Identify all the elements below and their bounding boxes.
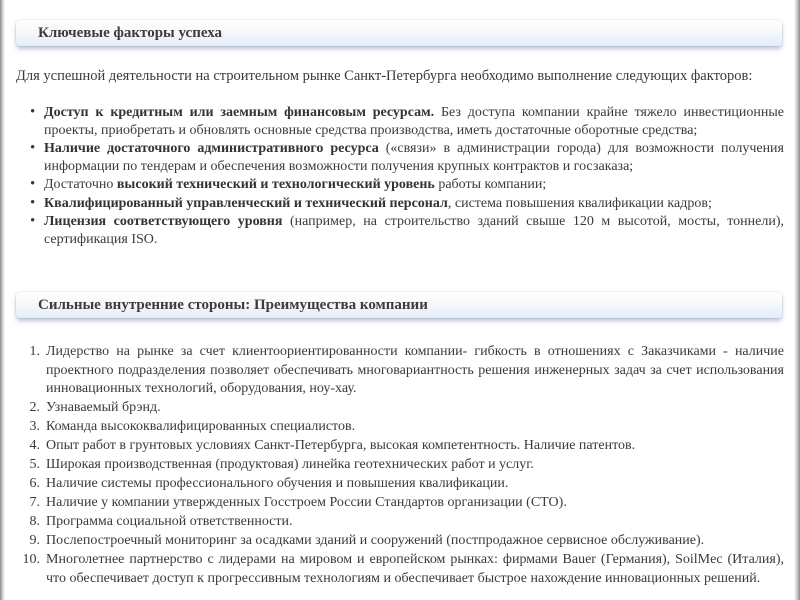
list-item bbox=[16, 494, 784, 513]
list-item bbox=[16, 456, 784, 475]
list-item bbox=[16, 551, 784, 588]
item-bold-text: Лицензия соответствующего уровня bbox=[44, 214, 283, 229]
item-text: Опыт работ в грунтовых условиях Санкт-Петербурга, высокая компетентность. Наличие патентов. bbox=[46, 438, 636, 453]
item-text: Наличие системы профессионального обучения и повышения квалификации. bbox=[46, 476, 509, 491]
section-title: Сильные внутренние стороны: Преимущества компании bbox=[38, 297, 428, 313]
list-item bbox=[16, 399, 784, 418]
item-text: Команда высококвалифицированных специалистов. bbox=[46, 419, 356, 434]
item-number: 10. bbox=[22, 552, 40, 567]
item-text: Узнаваемый брэнд. bbox=[46, 400, 161, 415]
item-number: 9. bbox=[29, 533, 40, 548]
item-text: Многолетнее партнерство с лидерами на мировом и европейском рынках: фирмами Bauer (Германия), SoilMec (Италия), что обеспечивает доступ к прогрессивным технологиям и обеспечивает быстрое нахождение инновационных решений. bbox=[46, 552, 784, 586]
left-edge-shadow bbox=[0, 0, 5, 600]
list-item bbox=[30, 195, 784, 213]
list-item bbox=[16, 418, 784, 437]
key-factors-list bbox=[30, 104, 784, 249]
list-item bbox=[16, 475, 784, 494]
item-text: работы компании; bbox=[434, 177, 547, 192]
right-edge-shadow bbox=[794, 0, 800, 600]
item-bold-text: Квалифицированный управленческий и технический персонал bbox=[44, 195, 448, 211]
item-number: 3. bbox=[29, 419, 40, 434]
item-text: Достаточно bbox=[44, 177, 117, 192]
list-item bbox=[16, 513, 784, 532]
item-text: (например, на строительство зданий свыше 120 м высотой, мосты, тоннели), сертификация ISO. bbox=[44, 214, 784, 247]
item-text: Наличие у компании утвержденных Госстроем России Стандартов организации (СТО). bbox=[46, 495, 567, 510]
list-item bbox=[16, 532, 784, 551]
item-number: 1. bbox=[29, 344, 40, 359]
list-item bbox=[30, 213, 784, 248]
item-number: 8. bbox=[29, 514, 40, 529]
intro-paragraph: Для успешной деятельности на строительном рынке Санкт-Петербурга необходимо выполнение следующих факторов: bbox=[16, 68, 753, 84]
list-item bbox=[30, 176, 784, 194]
item-number: 2. bbox=[29, 400, 40, 415]
item-text: («связи» в администрации города) для возможности получения информации по тендерам и обеспечения возможности получения крупных контрактов и госзаказа; bbox=[44, 141, 784, 174]
list-item bbox=[30, 140, 784, 175]
item-text: Лидерство на рынке за счет клиентоориентированности компании- гибкость в отношениях с Заказчиками - наличие проектного подразделения позволяет обеспечивать многовариантность решения инженерных задач за счет использования инновационных технологий, оборудования, ноу-хау. bbox=[46, 344, 784, 396]
list-item bbox=[16, 437, 784, 456]
item-number: 4. bbox=[29, 438, 40, 453]
section-header-strengths bbox=[16, 292, 782, 318]
item-bold-text: Наличие достаточного административного ресурса bbox=[44, 141, 379, 156]
item-text: Широкая производственная (продуктовая) линейка геотехнических работ и услуг. bbox=[46, 457, 534, 472]
item-text: Послепостроечный мониторинг за осадками зданий и сооружений (постпродажное сервисное обслуживание). bbox=[46, 533, 705, 548]
list-item bbox=[16, 343, 784, 399]
item-number: 7. bbox=[29, 495, 40, 510]
item-bold-text: Доступ к кредитным или заемным финансовым ресурсам. bbox=[44, 105, 435, 120]
strengths-list bbox=[16, 343, 784, 589]
section-title: Ключевые факторы успеха bbox=[38, 25, 223, 41]
item-number: 6. bbox=[29, 476, 40, 491]
section-header-key-factors bbox=[16, 20, 782, 46]
list-item bbox=[30, 104, 784, 139]
item-number: 5. bbox=[29, 457, 40, 472]
item-text: Программа социальной ответственности. bbox=[46, 514, 293, 529]
item-bold-text: высокий технический и технологический уровень bbox=[116, 177, 435, 192]
item-text: , система повышения квалификации кадров; bbox=[447, 195, 712, 211]
item-text: Без доступа компании крайне тяжело инвестиционные проекты, приобретать и обновлять основные средства производства, иметь достаточные оборотные средства; bbox=[44, 105, 784, 138]
